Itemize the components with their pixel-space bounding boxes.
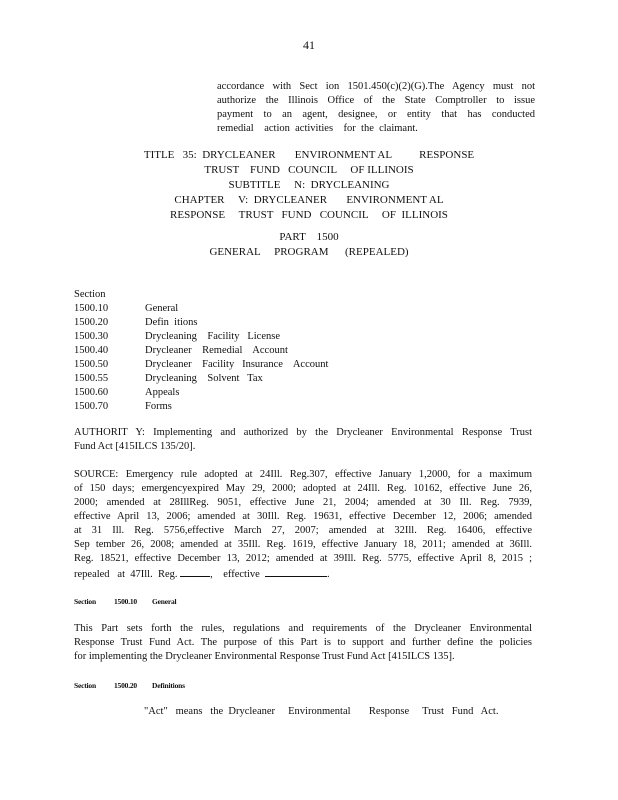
title-line: SUBTITLE N: DRYCLEANING	[228, 179, 390, 191]
repealed-suffix: .	[327, 569, 330, 580]
source-paragraph	[74, 468, 532, 582]
section-number: 1500.40	[74, 345, 109, 356]
section-list-item	[74, 358, 328, 372]
authority-line: AUTHORIT Y: Implementing and authorized by the Drycleaner Environmental Response Trust	[74, 427, 532, 438]
title-line: TRUST FUND COUNCIL OF ILLINOIS	[204, 164, 414, 176]
section-heading-definitions	[74, 681, 185, 690]
section-list-item	[74, 302, 328, 316]
general-line: for implementing the Drycleaner Environmental Response Trust Fund Act [415ILCS 135].	[74, 651, 455, 662]
section-number: 1500.10	[74, 303, 109, 314]
definition-act: "Act" means the Drycleaner Environmental Response Trust Fund Act.	[144, 706, 499, 717]
section-list-item	[74, 400, 328, 414]
general-line: Response Trust Fund Act. The purpose of this Part is to support and further define the policies	[74, 637, 532, 648]
source-line: of 150 days; emergencyexpired May 29, 2000; adopted at 24Ill. Reg. 10162, effective June 26,	[74, 483, 532, 494]
section-list-item	[74, 344, 328, 358]
section-title: Drycleaning Solvent Tax	[145, 373, 263, 384]
section-number: 1500.60	[74, 387, 109, 398]
reg-page-blank	[180, 566, 210, 577]
heading-section-number: 1500.10	[114, 597, 137, 606]
part-title: GENERAL PROGRAM (REPEALED)	[209, 246, 409, 258]
section-list-item	[74, 316, 328, 330]
title-line: RESPONSE TRUST FUND COUNCIL OF ILLINOIS	[170, 209, 448, 221]
authority-paragraph	[74, 426, 532, 454]
section-number: 1500.30	[74, 331, 109, 342]
title-line: CHAPTER V: DRYCLEANER ENVIRONMENT AL	[174, 194, 444, 206]
section-title: Drycleaning Facility License	[145, 331, 280, 342]
source-line: at 31 Ill. Reg. 5756,effective March 27, 2007; amended at 32Ill. Reg. 16406, effective	[74, 525, 532, 536]
repealed-mid: , effective	[210, 569, 260, 580]
general-paragraph	[74, 622, 532, 664]
source-line: SOURCE: Emergency rule adopted at 24Ill. Reg.307, effective January 1,2000, for a maximum	[74, 469, 532, 480]
effective-date-blank	[265, 566, 327, 577]
heading-section-title: General	[152, 597, 177, 606]
section-heading-general	[74, 597, 176, 606]
continuation-line: accordance with Sect ion 1501.450(c)(2)(G).The Agency must not	[217, 81, 535, 92]
section-title: Defin itions	[145, 317, 198, 328]
section-number: 1500.55	[74, 373, 109, 384]
authority-line: Fund Act [415ILCS 135/20].	[74, 441, 196, 452]
repealed-prefix: repealed at 47Ill. Reg.	[74, 569, 178, 580]
section-list	[74, 288, 328, 414]
section-number: 1500.70	[74, 401, 109, 412]
source-line: Reg. 18521, effective December 13, 2012; amended at 39Ill. Reg. 5775, effective April 8, 2015 ;	[74, 553, 532, 564]
section-title: General	[145, 303, 179, 314]
continuation-paragraph	[217, 80, 535, 136]
continuation-line: authorize the Illinois Office of the State Comptroller to issue	[217, 95, 535, 106]
source-line: 2000; amended at 28IllReg. 9051, effective June 21, 2004; amended at 30 Ill. Reg. 7939,	[74, 497, 532, 508]
title-block	[0, 148, 618, 223]
continuation-line: remedial action activities for the claimant.	[217, 123, 418, 134]
section-title: Forms	[145, 401, 172, 412]
section-number: 1500.50	[74, 359, 109, 370]
section-number: 1500.20	[74, 317, 109, 328]
source-line: Sep tember 26, 2008; amended at 35Ill. Reg. 1619, effective January 18, 2011; amended at 36Ill.	[74, 539, 532, 550]
section-list-item	[74, 330, 328, 344]
heading-section-title: Definitions	[152, 681, 185, 690]
heading-section-word: Section	[74, 597, 96, 606]
page-number: 41	[303, 38, 315, 52]
title-line: TITLE 35: DRYCLEANER ENVIRONMENT AL RESPONSE	[143, 149, 475, 161]
general-line: This Part sets forth the rules, regulations and requirements of the Drycleaner Environmental	[74, 623, 532, 634]
section-list-header: Section	[74, 289, 106, 300]
section-list-item	[74, 386, 328, 400]
continuation-line: payment to an agent, designee, or entity that has conducted	[217, 109, 535, 120]
section-title: Appeals	[145, 387, 180, 398]
part-heading	[0, 230, 618, 260]
heading-section-word: Section	[74, 681, 96, 690]
section-title: Drycleaner Facility Insurance Account	[145, 359, 329, 370]
part-number: PART 1500	[279, 231, 339, 243]
section-title: Drycleaner Remedial Account	[145, 345, 288, 356]
source-line: effective April 13, 2006; amended at 30Ill. Reg. 19631, effective December 12, 2006; amended	[74, 511, 532, 522]
heading-section-number: 1500.20	[114, 681, 137, 690]
section-list-item	[74, 372, 328, 386]
source-line-repealed	[74, 566, 532, 582]
